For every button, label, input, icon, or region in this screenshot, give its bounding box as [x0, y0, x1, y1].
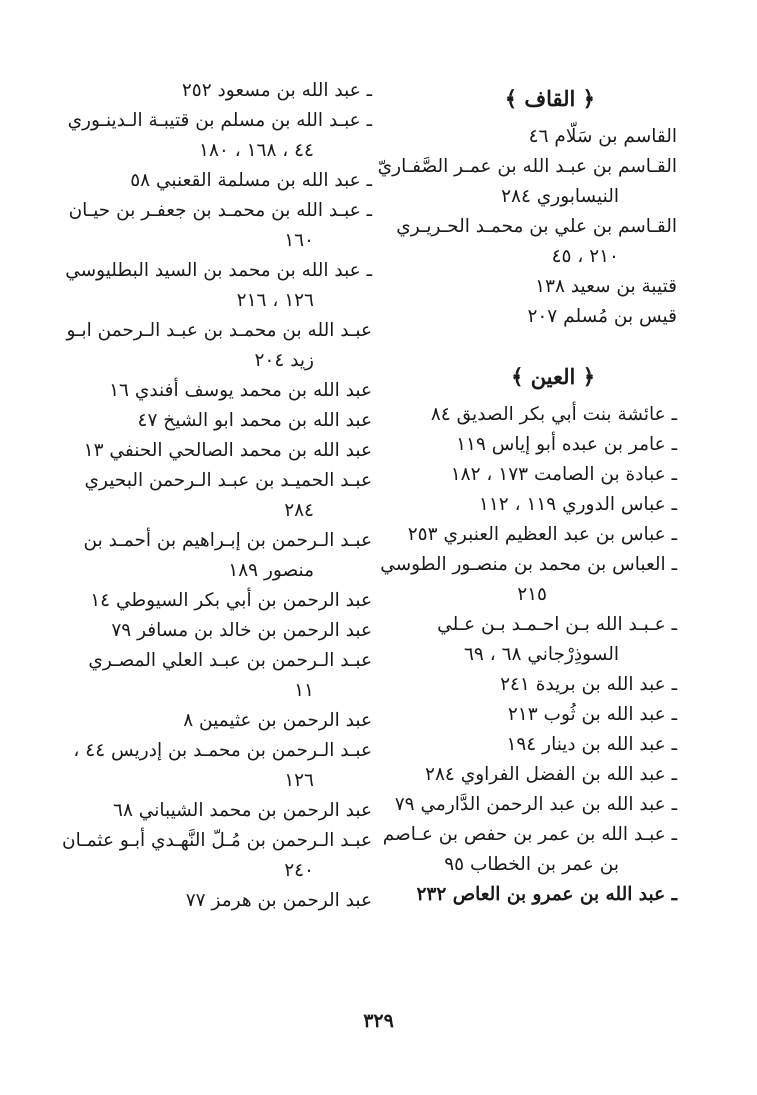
index-entry-continuation: ٢٨٤ — [284, 500, 314, 521]
index-entry: ـ عبد الله بن مسلمة القعنبي ٥٨ — [130, 170, 372, 191]
index-entry: ـ عبـد الله بن محمـد بن جعفـر بن حيـان — [68, 200, 372, 221]
section-heading-ain: ﴿ العين ﴾ — [511, 364, 595, 389]
index-entry: ـ العباس بن محمد بن منصـور الطوسي — [380, 554, 677, 575]
index-entry-continuation: ٢١٥ — [517, 584, 547, 605]
index-entry-continuation: ١٢٦ ، ٢١٦ — [236, 290, 314, 311]
index-entry: ـ عبد الله بن دينار ١٩٤ — [506, 734, 677, 755]
index-entry: ـ عبد الله بن بريدة ٢٤١ — [500, 674, 677, 695]
index-entry-continuation: ١٢٦ — [284, 770, 314, 791]
index-entry: عبد الله بن محمد ابو الشيخ ٤٧ — [137, 410, 372, 431]
index-entry: ـ عـبـد الله بـن احـمـد بـن عـلي — [437, 614, 677, 635]
index-entry: ـ عبـد الله بن مسلم بن قتيبـة الـدينـوري — [67, 110, 372, 131]
index-column-right — [372, 76, 677, 910]
index-entry: قيس بن مُسلم ٢٠٧ — [527, 306, 677, 327]
index-entry: عبد الرحمن بن أبي بكر السيوطي ١٤ — [90, 590, 372, 611]
index-entry: ـ عبد الله بن مسعود ٢٥٢ — [181, 80, 372, 101]
index-entry: عبـد الـرحمن بن محمـد بن إدريس ٤٤ ، — [73, 740, 372, 761]
index-entry: عبـد الـرحمن بن إبـراهيم بن أحمـد بن — [83, 530, 372, 551]
index-entry-continuation: ٢٤٠ — [284, 860, 314, 881]
index-entry: ـ عبد الله بن ثُوب ٢١٣ — [507, 704, 677, 725]
index-entry: عبـد الحميـد بن عبـد الـرحمن البحيري — [84, 470, 372, 491]
index-entry: عبد الرحمن بن محمد الشيباني ٦٨ — [113, 800, 372, 821]
index-entry: ـ عائشة بنت أبي بكر الصديق ٨٤ — [430, 404, 677, 425]
index-entry: ـ عبادة بن الصامت ١٧٣ ، ١٨٢ — [450, 464, 677, 485]
index-entry-continuation: ١٦٠ — [284, 230, 314, 251]
index-entry: عبد الله بن محمد الصالحي الحنفي ١٣ — [83, 440, 372, 461]
index-entry: القاسم بن سَلّام ٤٦ — [528, 126, 677, 147]
index-entry: القـاسم بن عبـد الله بن عمـر الصَّفـاريّ — [377, 156, 677, 177]
index-entry: ـ عباس الدوري ١١٩ ، ١١٢ — [478, 494, 677, 515]
index-entry: عبد الرحمن بن خالد بن مسافر ٧٩ — [111, 620, 372, 641]
index-entry: ـ عبد الله بن عبد الرحمن الدَّارمي ٧٩ — [394, 794, 677, 815]
index-entry: عبد الرحمن بن هرمز ٧٧ — [185, 890, 372, 911]
index-entry: عبد الله بن محمد يوسف أفندي ١٦ — [109, 380, 372, 401]
index-entry-continuation: منصور ١٨٩ — [228, 560, 314, 581]
index-entry-continuation: النيسابوري ٢٨٤ — [501, 186, 619, 207]
index-entry: ـ عبد الله بن محمد بن السيد البطليوسي — [65, 260, 372, 281]
index-entry: عبـد الله بن محمـد بن عبـد الـرحمن ابـو — [66, 320, 372, 341]
index-entry-continuation: بن عمر بن الخطاب ٩٥ — [444, 854, 619, 875]
index-column-left — [62, 76, 372, 916]
index-entry-continuation: السوذِرْجاني ٦٨ ، ٦٩ — [463, 644, 619, 665]
index-entry: القـاسم بن علي بن محمـد الحـريـري — [396, 216, 677, 237]
index-entry: ـ عباس بن عبد العظيم العنبري ٢٥٣ — [407, 524, 677, 545]
index-entry: عبـد الـرحمن بن عبـد العلي المصـري — [88, 650, 372, 671]
index-entry: عبد الرحمن بن عثيمين ٨ — [183, 710, 372, 731]
index-entry-continuation: زيد ٢٠٤ — [254, 350, 314, 371]
index-entry-continuation: ٤٤ ، ١٦٨ ، ١٨٠ — [199, 140, 314, 161]
page-number: ٣٢٩ — [363, 1010, 394, 1032]
section-heading-qaf: ﴿ القاف ﴾ — [504, 86, 595, 111]
index-entry: ـ عامر بن عبده أبو إياس ١١٩ — [456, 434, 677, 455]
index-entry-continuation: ١١ — [294, 680, 314, 701]
index-entry: ـ عبـد الله بن عمر بن حفص بن عـاصم — [382, 824, 677, 845]
index-entry: ـ عبد الله بن عمرو بن العاص ٢٣٢ — [416, 884, 677, 905]
index-entry-continuation: ٢١٠ ، ٤٥ — [551, 246, 619, 267]
index-entry: عبـد الـرحمن بن مُـلّ النَّهـدي أبـو عثمـان — [62, 830, 372, 851]
index-entry: قتيبة بن سعيد ١٣٨ — [535, 276, 677, 297]
index-entry: ـ عبد الله بن الفضل الفراوي ٢٨٤ — [425, 764, 677, 785]
